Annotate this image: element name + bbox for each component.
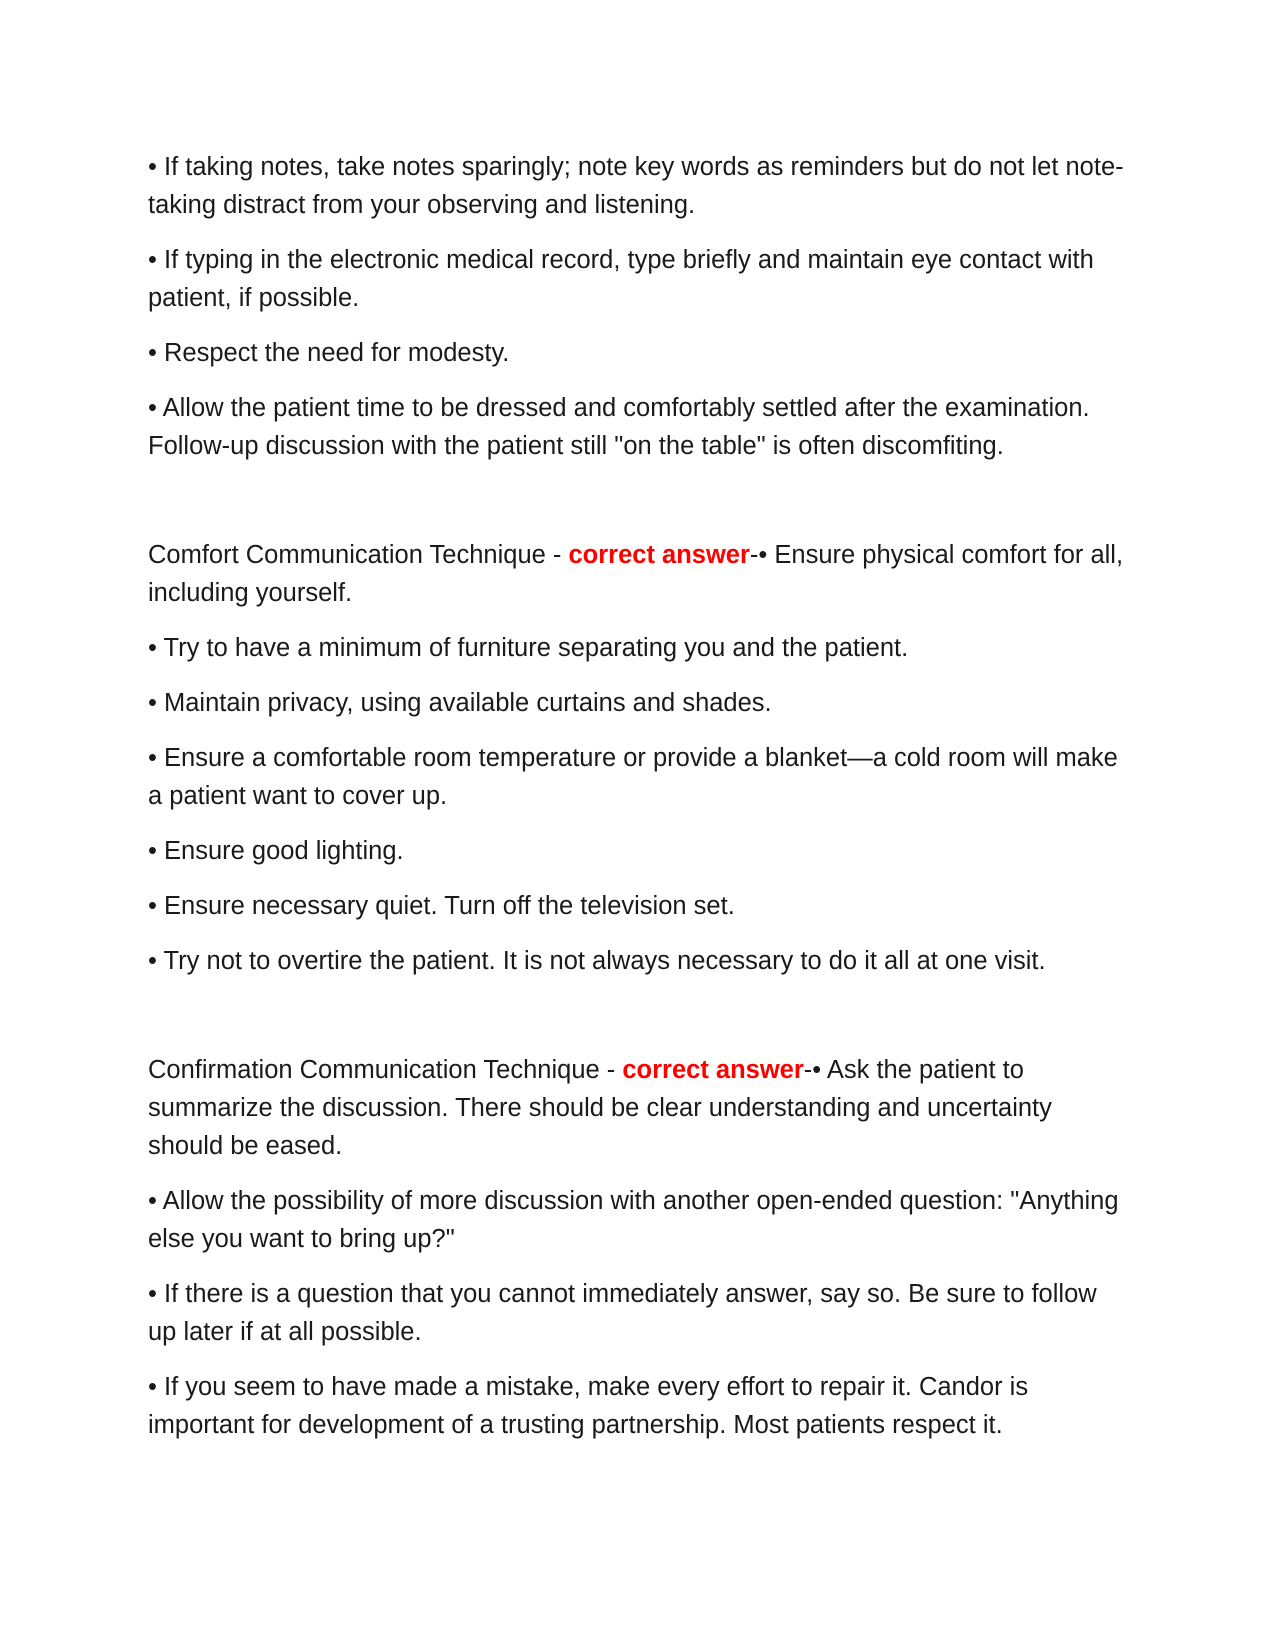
bullet-dressed-settled: • Allow the patient time to be dressed and comfortably settled after the examination. Follow-up discussion with the patient still "on the table" is often discomfiting. xyxy=(148,394,1090,460)
bullet-mistake-candor: • If you seem to have made a mistake, make every effort to repair it. Candor is important for development of a trusting partnership. Most patients respect it. xyxy=(148,1373,1029,1439)
confirmation-correct-answer-label: correct answer xyxy=(622,1056,804,1084)
bullet-cannot-answer: • If there is a question that you cannot immediately answer, say so. Be sure to follow up later if at all possible. xyxy=(148,1280,1097,1346)
confirmation-term: Confirmation Communication Technique - xyxy=(148,1056,623,1084)
confirmation-technique-heading xyxy=(148,1051,1128,1165)
section-gap xyxy=(148,997,1128,1051)
bullet-quiet: • Ensure necessary quiet. Turn off the television set. xyxy=(148,892,735,920)
bullet-lighting: • Ensure good lighting. xyxy=(148,837,404,865)
bullet-modesty: • Respect the need for modesty. xyxy=(148,339,510,367)
section-comfort-technique xyxy=(148,536,1128,980)
section-confirmation-technique xyxy=(148,1051,1128,1444)
bullet-overtire: • Try not to overtire the patient. It is not always necessary to do it all at one visit. xyxy=(148,947,1046,975)
bullet-privacy: • Maintain privacy, using available curtains and shades. xyxy=(148,689,772,717)
comfort-first-bullet: -• Ensure physical comfort for all, including yourself. xyxy=(148,541,1124,607)
bullet-electronic-record: • If typing in the electronic medical record, type briefly and maintain eye contact with patient, if possible. xyxy=(148,246,1094,312)
section-continued-bullets xyxy=(148,148,1128,465)
bullet-furniture: • Try to have a minimum of furniture separating you and the patient. xyxy=(148,634,909,662)
bullet-room-temperature: • Ensure a comfortable room temperature or provide a blanket—a cold room will make a patient want to cover up. xyxy=(148,744,1118,810)
section-gap xyxy=(148,482,1128,536)
document-page xyxy=(148,148,1128,1461)
comfort-correct-answer-label: correct answer xyxy=(568,541,750,569)
confirmation-first-bullet: -• Ask the patient to summarize the discussion. There should be clear understanding and uncertainty should be eased. xyxy=(148,1056,1052,1160)
comfort-technique-heading xyxy=(148,536,1128,612)
bullet-note-taking: • If taking notes, take notes sparingly; note key words as reminders but do not let note-taking distract from your observing and listening. xyxy=(148,153,1124,219)
comfort-term: Comfort Communication Technique - xyxy=(148,541,569,569)
bullet-more-discussion: • Allow the possibility of more discussion with another open-ended question: "Anything else you want to bring up?" xyxy=(148,1187,1119,1253)
